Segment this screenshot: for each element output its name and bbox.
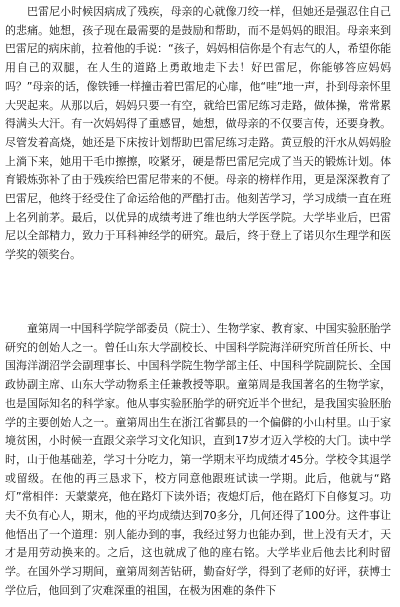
paragraph-barany-story: 巴雷尼小时候因病成了残疾，母亲的心就像刀绞一样，但她还是强忍住自己的悲痛。她想，孩子现在最需要的是鼓励和帮助，而不是妈妈的眼泪。母亲来到巴雷尼的病床前，拉着他的手说：“孩子，妈妈相信你是个有志气的人，希望你能用自己的双腿，在人生的道路上勇敢地走下去！好巴雷尼，你能够答应妈妈吗？”母亲的话，像铁锤一样撞击着巴雷尼的心扉，他“哇”地一声，扑到母亲怀里大哭起来。从那以后，妈妈只要一有空，就给巴雷尼练习走路，做体操，常常累得满头大汗。有一次妈妈得了重感冒，她想，做母亲的不仅要言传，还要身教。尽管发着高烧，她还是下床按计划帮助巴雷尼练习走路。黄豆般的汗水从妈妈脸上淌下来，她用干毛巾擦擦，咬紧牙，硬是帮巴雷尼完成了当天的锻炼计划。体育锻炼弥补了由于残疾给巴雷尼带来的不便。母亲的榜样作用，更是深深教育了巴雷尼，他终于经受住了命运给他的严酷打击。他刻苦学习，学习成绩一直在班上名列前茅。最后，以优异的成绩考进了维也纳大学医学院。大学毕业后，巴雷尼以全部精力，致力于耳科神经学的研究。最后，终于登上了诺贝尔生理学和医学奖的领奖台。 <box>5 5 391 262</box>
paragraph-tong-dizhou-story: 童第周一中国科学院学部委员（院士）、生物学家、教育家、中国实验胚胎学研究的创始人之一。曾任山东大学副校长、中国科学院海洋研究所首任所长、中国海洋湖沼学会副理事长、中国科学院生物学部主任、中国科学院副院长、全国政协副主席、山东大学动物系主任兼教授等职。童第周是我国著名的生物学家，也是国际知名的科学家。他从事实验胚胎学的研究近半个世纪，是我国实验胚胎学的主要创始人之一。童第周出生在浙江省鄞县的一个偏僻的小山村里。山于家境贫困，小时候一直跟父亲学习文化知识，直到17岁才迈入学校的大门。读中学时，山于他基础差，学习十分吃力，第一学期末平均成绩才45分。学校令其退学或留级。在他的再三恳求下，校方同意他跟班试读一学期。此后，他就与“路灯”常相伴：天蒙蒙亮，他在路灯下读外语；夜熄灯后，他在路灯下自修复习。功夫不负有心人，期末，他的平均成绩达到70多分，几何还得了100分。这件事让他悟出了一个道理：别人能办到的事，我经过努力也能办到，世上没有天才，天才是用劳动换来的。之后，这也就成了他的座右铭。大学毕业后他去比利时留学。在国外学习期间，童第周刻苦钻研，勤奋好学，得到了老师的好评，获博士学位后，他回到了灾难深重的祖国，在极为困难的条件下 <box>5 322 391 597</box>
